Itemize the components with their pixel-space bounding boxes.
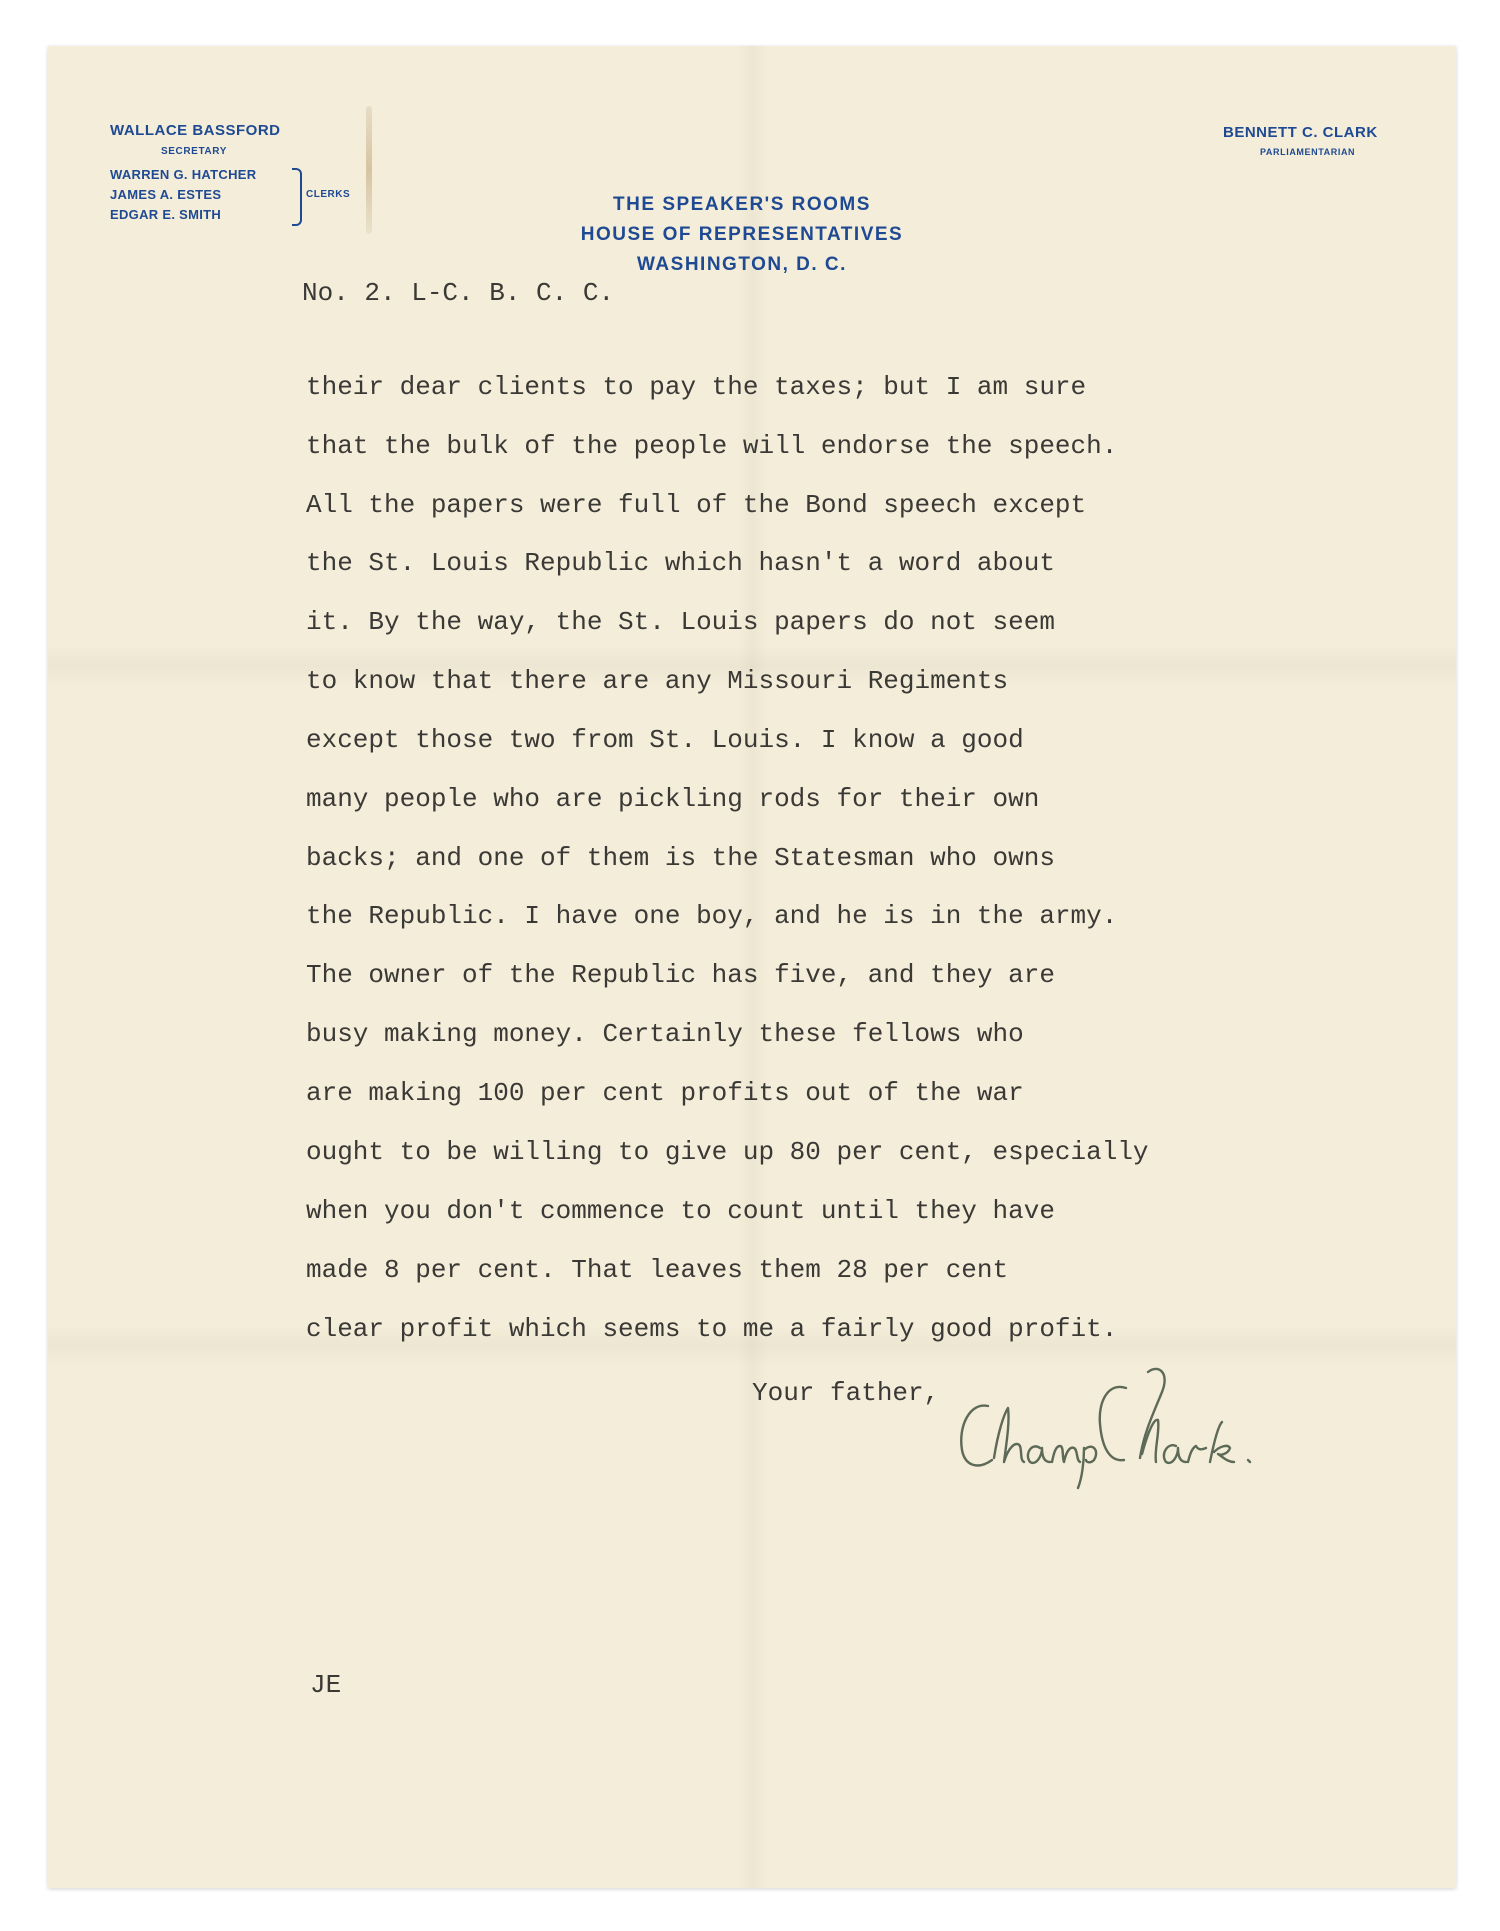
body-line: clear profit which seems to me a fairly good profit. [306,1314,1118,1344]
body-line: except those two from St. Louis. I know a good [306,725,1024,755]
letterhead-clerk-name: EDGAR E. SMITH [110,207,222,222]
body-line: when you don't commence to count until they have [306,1196,1055,1226]
body-line: their dear clients to pay the taxes; but I am sure [306,372,1087,402]
paper-stain [366,106,372,234]
body-line: to know that there are any Missouri Regiments [306,666,1009,696]
body-line: busy making money. Certainly these fellows who [306,1019,1024,1049]
letterhead-office-location: WASHINGTON, D. C. [637,254,847,275]
page-number: No. 2. L-C. B. C. C. [302,278,615,308]
body-line: backs; and one of them is the Statesman who owns [306,843,1055,873]
body-line: the St. Louis Republic which hasn't a word about [306,548,1055,578]
letterhead-secretary-name: WALLACE BASSFORD [110,122,281,139]
body-line: the Republic. I have one boy, and he is in the army. [306,901,1118,931]
body-line: made 8 per cent. That leaves them 28 per cent [306,1255,1009,1285]
letterhead-office-title: THE SPEAKER'S ROOMS [613,194,871,215]
body-line: ought to be willing to give up 80 per cent, especially [306,1137,1149,1167]
typist-initials: JE [310,1670,342,1700]
body-line: The owner of the Republic has five, and they are [306,960,1055,990]
handwritten-signature [948,1362,1288,1492]
body-line: it. By the way, the St. Louis papers do not seem [306,607,1055,637]
letterhead-secretary-title: SECRETARY [161,146,227,157]
clerks-brace-icon [292,168,302,226]
body-line: All the papers were full of the Bond speech except [306,490,1087,520]
letterhead-parliamentarian-name: BENNETT C. CLARK [1223,124,1378,141]
letterhead-office-house: HOUSE OF REPRESENTATIVES [580,224,904,245]
letterhead-clerks-label: CLERKS [306,189,351,200]
body-line: many people who are pickling rods for their own [306,784,1040,814]
letterhead-parliamentarian-title: PARLIAMENTARIAN [1260,147,1356,157]
letter-paper [48,46,1456,1888]
letterhead-clerk-name: JAMES A. ESTES [110,187,222,202]
body-line: that the bulk of the people will endorse the speech. [306,431,1118,461]
closing-salutation: Your father, [752,1378,940,1408]
body-line: are making 100 per cent profits out of the war [306,1078,1024,1108]
letterhead-clerk-name: WARREN G. HATCHER [110,167,257,182]
